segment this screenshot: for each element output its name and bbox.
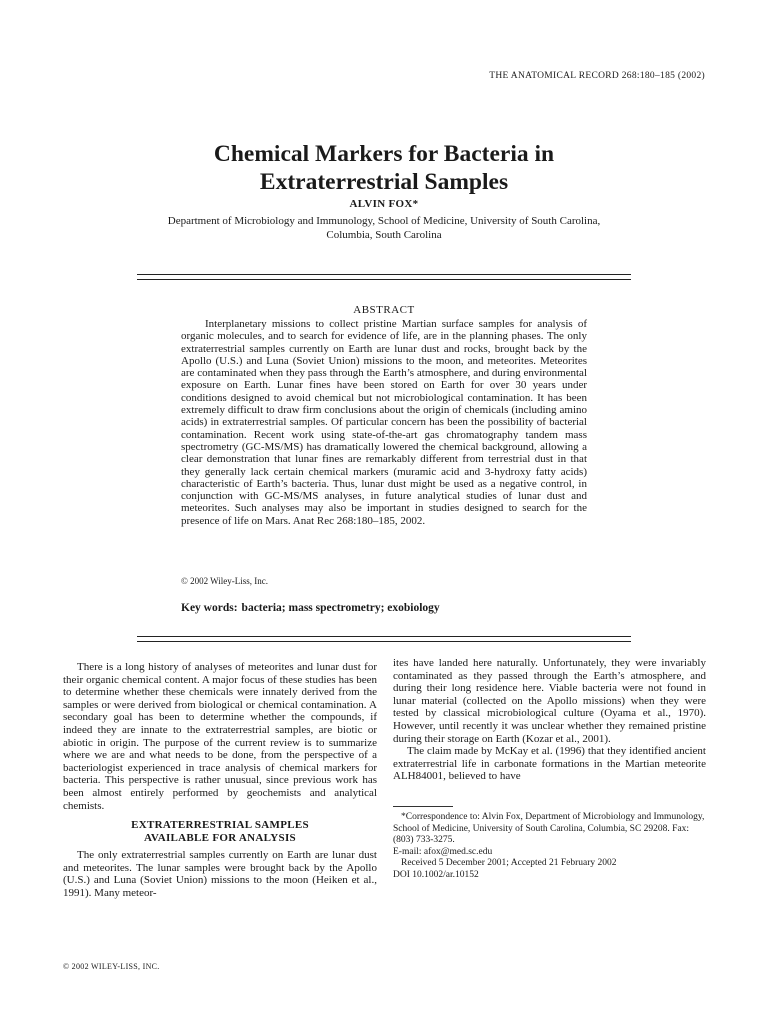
right-paragraph-1: ites have landed here naturally. Unfortunately, they were invariably contaminated as they passed through the Earth’s atmosphere, and during their long residence here. Viable bacteria were not found in lunar material (collected on the Apollo missions) when they were tested by classical microbiological culture (Oyama et al., 1970). However, until recently it was unclear whether they remained pristine during their storage on Earth (Kozar et al., 2001). bbox=[393, 657, 706, 745]
abstract-text: Interplanetary missions to collect pristine Martian surface samples for analysis of organic molecules, and to search for evidence of life, are in the planning phases. The only extraterrestrial samples currently on Earth are lunar dust and rocks, brought back by the Apollo (U.S.) and Luna (Soviet Union) missions to the moon, and meteorites. Meteorites are contaminated when they pass through the Earth’s atmosphere, and during environmental exposure on Earth. Lunar fines have been stored on Earth for over 30 years under conditions designed to avoid chemical but not microbiological contamination. It has been extremely difficult to draw firm conclusions about the origin of chemicals (including amino acids) in extraterrestrial samples. Of particular concern has been the possibility of bacterial contamination. Recent work using state-of-the-art gas chromatography tandem mass spectrometry (GC-MS/MS) has dramatically lowered the chemical background, allowing a clear demonstration that lunar fines are remarkably different from terrestrial dust in that they generally lack certain chemical markers (muramic acid and 3-hydroxy fatty acids) characteristic of Earth’s bacteria. Thus, lunar dust might be used as a negative control, in conjunction with GC-MS/MS analyses, in future analytical studies of lunar dust and meteorites. Such analyses may also be important in studies designed to search for the presence of life on Mars. Anat Rec 268:180–185, 2002. bbox=[181, 318, 587, 527]
footnote-doi: DOI 10.1002/ar.10152 bbox=[393, 869, 479, 880]
footnote-rule bbox=[393, 806, 453, 807]
keywords-list: bacteria; mass spectrometry; exobiology bbox=[241, 602, 440, 614]
title-line-1: Chemical Markers for Bacteria in bbox=[213, 141, 555, 167]
section-heading-line-1: EXTRATERRESTRIAL SAMPLES bbox=[131, 819, 309, 832]
right-paragraph-2: The claim made by McKay et al. (1996) that they identified ancient extraterrestrial life in carbonate formations in the Martian meteorite ALH84001, believed to have bbox=[393, 745, 706, 783]
article-title bbox=[0, 140, 768, 196]
footnote bbox=[393, 812, 706, 881]
running-head: THE ANATOMICAL RECORD 268:180–185 (2002) bbox=[489, 71, 705, 81]
section-heading bbox=[63, 819, 377, 845]
footnote-received: Received 5 December 2001; Accepted 21 February 2002 bbox=[401, 858, 617, 868]
top-rule-1 bbox=[137, 274, 631, 275]
footnote-email: E-mail: afox@med.sc.edu bbox=[393, 846, 493, 857]
abstract-heading: ABSTRACT bbox=[353, 304, 415, 316]
top-rule-2 bbox=[137, 279, 631, 280]
footnote-correspondence: *Correspondence to: Alvin Fox, Department of Microbiology and Immunology, School of Medicine, University of South Carolina, Columbia, SC 29208. Fax: (803) 733-3275. bbox=[393, 812, 705, 845]
section-paragraph: The only extraterrestrial samples currently on Earth are lunar dust and meteorites. The lunar samples were brought back by the Apollo (U.S.) and Luna (Soviet Union) missions to the moon (Heiken et al., 1991). Many meteor- bbox=[63, 849, 377, 899]
right-column bbox=[393, 657, 706, 783]
intro-paragraph: There is a long history of analyses of meteorites and lunar dust for their organic chemical content. A major focus of these studies has been to determine whether these chemicals were innately derived from the samples or were derived from biological or chemical contamination. A secondary goal has been to determine whether the compounds, if indeed they are innate to the extraterrestrial samples, are biotic or abiotic in origin. The purpose of the current review is to summarize where we are and what needs to be done, from the perspective of a bacteriologist experienced in trace analysis of chemical markers for bacteria. This perspective is rather unusual, since previous work has been almost entirely performed by geochemists and analytical chemists. bbox=[63, 661, 377, 812]
left-column bbox=[63, 661, 377, 900]
bottom-copyright: © 2002 WILEY-LISS, INC. bbox=[63, 962, 160, 971]
abstract-copyright: © 2002 Wiley-Liss, Inc. bbox=[181, 576, 269, 586]
keywords bbox=[181, 602, 440, 614]
title-line-2: Extraterrestrial Samples bbox=[259, 169, 509, 195]
keywords-label: Key words: bbox=[181, 602, 238, 614]
bottom-rule-2 bbox=[137, 641, 631, 642]
author-affiliation: Department of Microbiology and Immunology, School of Medicine, University of South Carolina, Columbia, South Carolina bbox=[167, 215, 601, 241]
section-heading-line-2: AVAILABLE FOR ANALYSIS bbox=[144, 832, 296, 845]
author-name: ALVIN FOX* bbox=[349, 198, 419, 210]
bottom-rule-1 bbox=[137, 636, 631, 637]
